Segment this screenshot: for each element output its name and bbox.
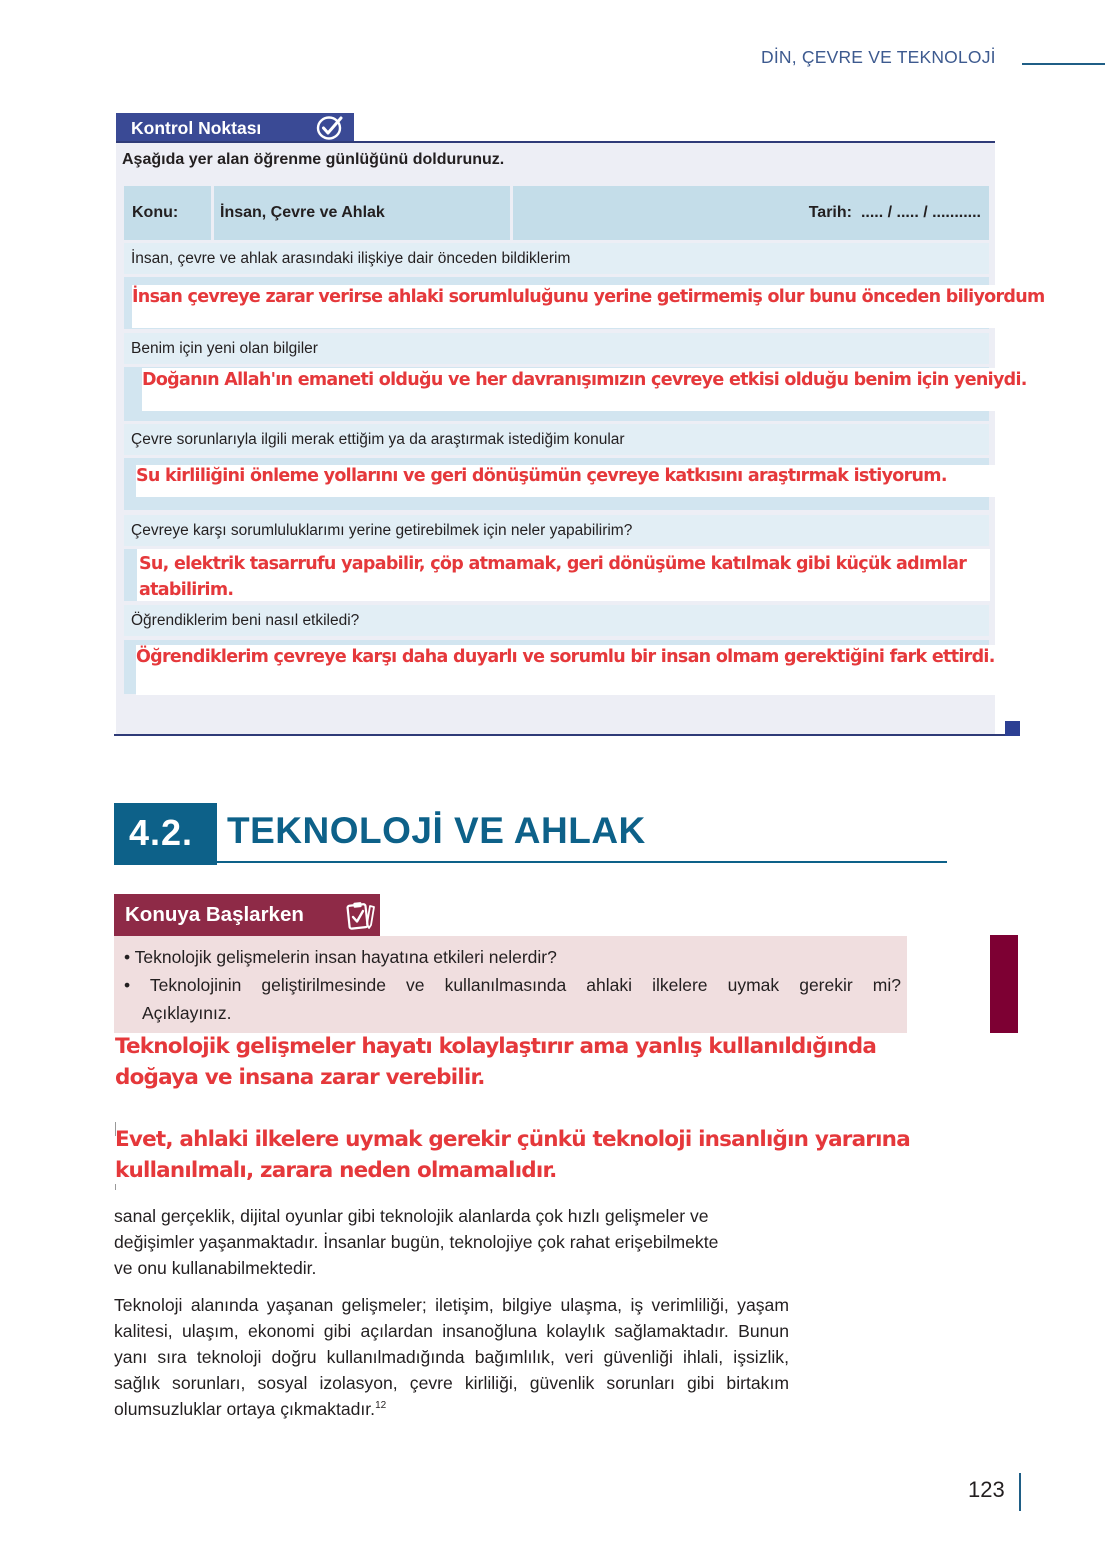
topic-value: İnsan, Çevre ve Ahlak bbox=[220, 204, 385, 221]
body-paragraph-1 bbox=[114, 1203, 789, 1281]
getting-started-tab-label: Konuya Başlarken bbox=[125, 903, 304, 926]
journal-answer[interactable]: Doğanın Allah'ın emaneti olduğu ve her davranışımızın çevreye etkisi olduğu benim için yeniydi. bbox=[142, 370, 1027, 390]
journal-question: Öğrendiklerim beni nasıl etkiledi? bbox=[131, 611, 360, 629]
journal-question: Çevre sorunlarıyla ilgili merak ettiğim ya da araştırmak istediğim konular bbox=[131, 430, 625, 448]
answer-line: Evet, ahlaki ilkelere uymak gerekir çünkü teknoloji insanlığın yararına bbox=[115, 1127, 910, 1152]
journal-answer[interactable]: Öğrendiklerim çevreye karşı daha duyarlı ve sorumlu bir insan olmam gerektiğini fark ettirdi. bbox=[136, 647, 995, 667]
body-line: sanal gerçeklik, dijital oyunlar gibi teknolojik alanlarda çok hızlı gelişmeler ve bbox=[114, 1206, 709, 1226]
answer-line: doğaya ve insana zarar verebilir. bbox=[115, 1065, 485, 1090]
journal-question: Benim için yeni olan bilgiler bbox=[131, 339, 318, 357]
getting-started-question: • Teknolojinin geliştirilmesinde ve kullanılmasında ahlaki ilkelere uymak gerekir mi? bbox=[124, 975, 901, 995]
date-value[interactable]: ..... / ..... / ........... bbox=[860, 204, 981, 221]
body-line: değişimler yaşanmaktadır. İnsanlar bugün, teknolojiye çok rahat erişebilmekte bbox=[114, 1232, 719, 1252]
section-title-rule bbox=[217, 861, 947, 863]
journal-question-row bbox=[124, 243, 989, 274]
topic-label: Konu: bbox=[132, 204, 179, 221]
journal-question-row bbox=[124, 424, 989, 455]
body-line: ve onu kullanabilmektedir. bbox=[114, 1258, 317, 1278]
journal-answer[interactable]: İnsan çevreye zarar verirse ahlaki sorumluluğunu yerine getirmemiş olur bunu önceden biliyordum bbox=[132, 287, 1045, 307]
footnote-reference[interactable]: 12 bbox=[375, 1400, 387, 1411]
running-header-title: DİN, ÇEVRE VE TEKNOLOJİ bbox=[761, 47, 996, 67]
journal-question-row bbox=[124, 605, 989, 636]
body-paragraph-text: Teknoloji alanında yaşanan gelişmeler; iletişim, bilgiye ulaşma, iş verimliliği, yaşam kalitesi, ulaşım, ekonomi gibi açılardan insanoğluna kolaylık sağlamaktadır. Bunun yanı sıra teknoloji doğru kullanılmadığında bağımlılık, veri güvenliği ihlali, işsizlik, sağlık sorunları, sosyal izolasyon, çevre kirliliği, güvenlik sorunları gibi birtakım olumsuzluklar ortaya çıkmaktadır. bbox=[114, 1295, 789, 1419]
text-cursor-mark bbox=[115, 1184, 116, 1190]
journal-question-row bbox=[124, 333, 989, 364]
getting-started-answer-2[interactable] bbox=[115, 1124, 910, 1186]
check-circle-icon bbox=[316, 115, 344, 141]
date-label: Tarih: bbox=[808, 204, 852, 221]
control-point-corner-marker bbox=[1005, 721, 1020, 736]
topic-value-cell bbox=[214, 186, 510, 240]
section-number: 4.2. bbox=[114, 803, 217, 865]
date-cell bbox=[513, 186, 989, 240]
body-paragraph-2 bbox=[114, 1292, 789, 1422]
control-point-instruction: Aşağıda yer alan öğrenme günlüğünü doldurunuz. bbox=[122, 151, 505, 168]
journal-answer[interactable]: Su kirliliğini önleme yollarını ve geri dönüşümün çevreye katkısını araştırmak istiyorum. bbox=[136, 466, 947, 486]
getting-started-question: • Teknolojik gelişmelerin insan hayatına etkileri nelerdir? bbox=[124, 947, 557, 967]
getting-started-answer-1[interactable] bbox=[115, 1031, 876, 1093]
answer-line: kullanılmalı, zarara neden olmamalıdır. bbox=[115, 1158, 557, 1183]
journal-question: Çevreye karşı sorumluluklarımı yerine getirebilmek için neler yapabilirim? bbox=[131, 521, 633, 539]
running-header-rule bbox=[1022, 63, 1105, 65]
control-point-top-rule bbox=[116, 141, 995, 143]
answer-line: Teknolojik gelişmeler hayatı kolaylaştırır ama yanlış kullanıldığında bbox=[115, 1034, 877, 1059]
section-title: TEKNOLOJİ VE AHLAK bbox=[227, 810, 646, 851]
page-number-rule bbox=[1019, 1473, 1021, 1511]
topic-label-cell bbox=[124, 186, 211, 240]
getting-started-question-continuation: Açıklayınız. bbox=[142, 1003, 232, 1023]
clipboard-check-pencil-icon bbox=[345, 900, 377, 932]
control-point-bottom-rule bbox=[114, 734, 1006, 736]
journal-question-row bbox=[124, 515, 989, 546]
control-point-tab-label: Kontrol Noktası bbox=[131, 118, 262, 138]
journal-question: İnsan, çevre ve ahlak arasındaki ilişkiye dair önceden bildiklerim bbox=[131, 249, 571, 267]
page-number: 123 bbox=[968, 1477, 1005, 1502]
getting-started-tab bbox=[114, 894, 380, 936]
journal-answer[interactable]: Su, elektrik tasarrufu yapabilir, çöp atmamak, geri dönüşüme katılmak gibi küçük adımlar atabilirim. bbox=[139, 554, 967, 600]
side-tab-marker bbox=[990, 935, 1018, 1033]
